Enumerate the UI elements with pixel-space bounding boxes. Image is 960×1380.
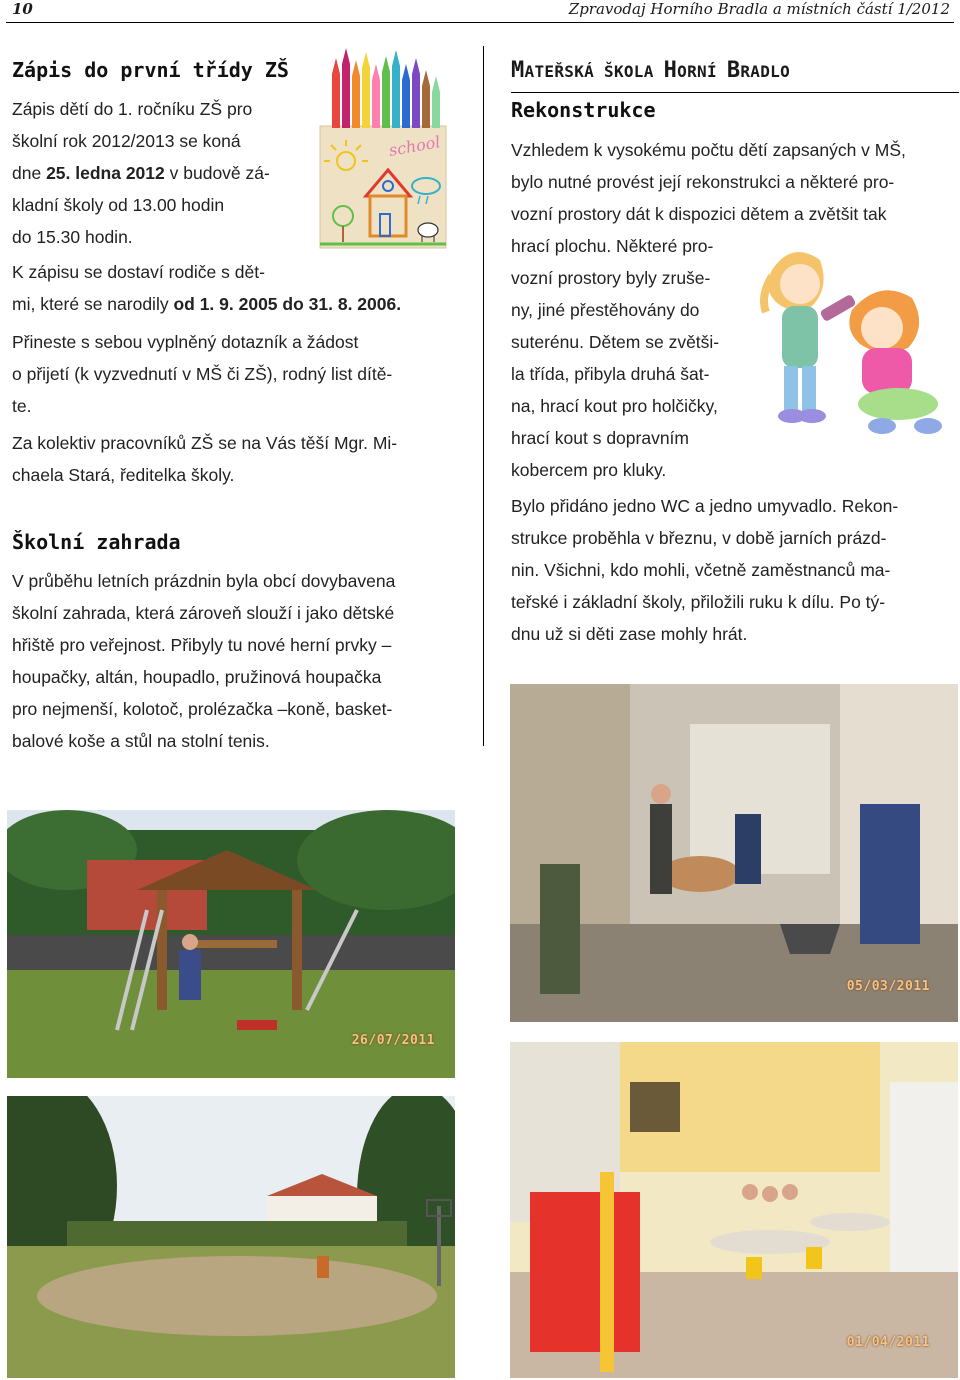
reconstruction-text-final: Bylo přidáno jedno WC a jedno umyvadlo. Rekon- strukce proběhla v březnu, v době jarních prázd- nin. Všichni, kdo mohli, včetně zaměstnanců ma- teřské i základní školy, přiložili ruku k dílu. Po tý- dnu už si děti zase mohly hrát. [511, 496, 899, 644]
enrollment-line: do 15.30 hodin. [12, 227, 133, 247]
pencils-illustration [318, 46, 448, 251]
girls-cartoon-illustration [752, 240, 958, 446]
birth-range: od 1. 9. 2005 do 31. 8. 2006. [173, 294, 402, 314]
garden-text: V průběhu letních prázdnin byla obcí dovybavena školní zahrada, která zároveň slouží i jako dětské hřiště pro veřejnost. Přibyly tu nové herní prvky – houpačky, altán, houpadlo, pružinová houpačka pro nejmenší, kolotoč, prolézačka –koně, basket- balové koše a stůl na stolní tenis. [12, 571, 396, 751]
enrollment-line: kladní školy od 13.00 hodin [12, 195, 225, 215]
girl-icon [849, 290, 942, 434]
page-header [6, 0, 954, 23]
enrollment-date: 25. ledna 2012 [46, 163, 165, 183]
photo-date-stamp: 26/07/2011 [351, 1033, 435, 1048]
photo-date-stamp: 05/03/2011 [846, 979, 930, 994]
enrollment-text [12, 93, 312, 253]
pencil-icon [332, 48, 440, 128]
enrollment-heading: Zápis do první třídy ZŠ [12, 58, 289, 82]
classroom-photo [510, 1042, 958, 1378]
kindergarten-title: MATEŘSKÁ ŠKOLA HORNÍ BRADLO [511, 58, 959, 93]
garden-heading: Školní zahrada [12, 530, 181, 554]
enrollment-line: školní rok 2012/2013 se koná [12, 131, 241, 151]
parents-line: K zápisu se dostaví rodiče s dět- [12, 262, 265, 282]
school-garden-photo [7, 1096, 455, 1378]
girl-icon [764, 252, 857, 423]
reconstruction-text-narrow: hrací plochu. Některé pro- vozní prostory byly zruše- ny, jiné přestěhovány do suterénu. Dětem se zvětši- la třída, přibyla druhá šat- na, hrací kout pro holčičky, hrací kout s dopravním kobercem pro kluky. [511, 236, 720, 480]
enrollment-line: dne 25. ledna 2012 v budově zá- [12, 163, 270, 183]
reconstruction-photo [510, 684, 958, 1022]
signature-text: Za kolektiv pracovníků ZŠ se na Vás těší Mgr. Mi- chaela Stará, ředitelka školy. [12, 433, 398, 485]
photo-date-stamp: 01/04/2011 [846, 1335, 930, 1350]
playground-construction-photo [7, 810, 455, 1078]
reconstruction-heading: Rekonstrukce [511, 98, 656, 122]
page-number: 10 [12, 0, 33, 18]
illustration-school-label: school [387, 132, 442, 160]
reconstruction-text-wide: Vzhledem k vysokému počtu dětí zapsaných v MŠ, bylo nutné provést její rekonstrukci a některé pro- vozní prostory dát k dispozici dětem a zvětšit tak [511, 140, 906, 224]
enrollment-line: Zápis dětí do 1. ročníku ZŠ pro [12, 99, 253, 119]
newsletter-title: Zpravodaj Horního Bradla a místních částí 1/2012 [568, 0, 950, 18]
bring-text: Přineste s sebou vyplněný dotazník a žádost o přijetí (k vyzvednutí v MŠ či ZŠ), rodný list dítě- te. [12, 332, 393, 416]
column-divider [483, 46, 484, 746]
parents-text [12, 256, 472, 320]
parents-line: mi, které se narodily od 1. 9. 2005 do 31. 8. 2006. [12, 294, 402, 314]
